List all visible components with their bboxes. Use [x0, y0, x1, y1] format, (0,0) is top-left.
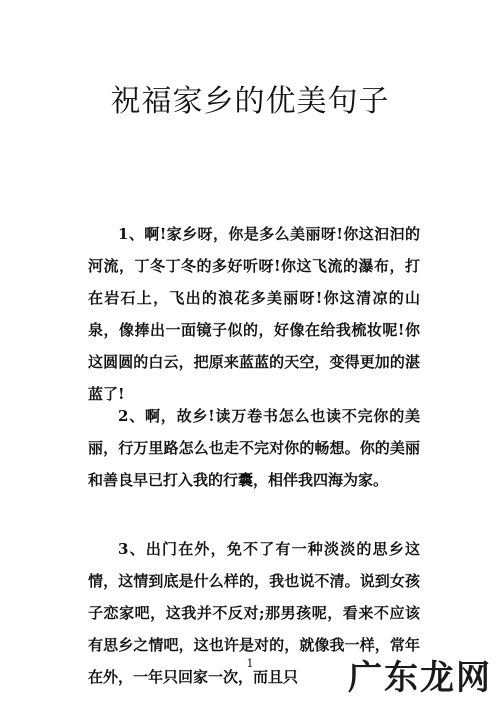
document-title: 祝福家乡的优美句子	[110, 84, 390, 119]
paragraph-1: 1、啊!家乡呀，你是多么美丽呀!你这汩汩的河流，丁冬丁冬的多好听呀!你这飞流的瀑布，打在岩石上，飞出的浪花多美丽呀!你这清凉的山泉，像捧出一面镜子似的，好像在给我梳妆呢!你这圆圆的白云，把原来蓝蓝的天空，变得更加的湛蓝了!	[88, 225, 420, 403]
page-number: 1	[246, 657, 254, 670]
paragraph-3: 3、出门在外，免不了有一种淡淡的思乡这情，这情到底是什么样的，我也说不清。说到女孩子恋家吧，这我并不反对;那男孩呢，看来不应该有思乡之情吧，这也许是对的，就像我一样，常年在外，一年只回家一次，而且只	[88, 540, 420, 686]
paragraph-2: 2、啊，故乡!读万卷书怎么也读不完你的美丽，行万里路怎么也走不完对你的畅想。你的美丽和善良早已打入我的行囊，相伴我四海为家。	[88, 407, 420, 489]
site-watermark: 广东龙网	[348, 658, 492, 698]
